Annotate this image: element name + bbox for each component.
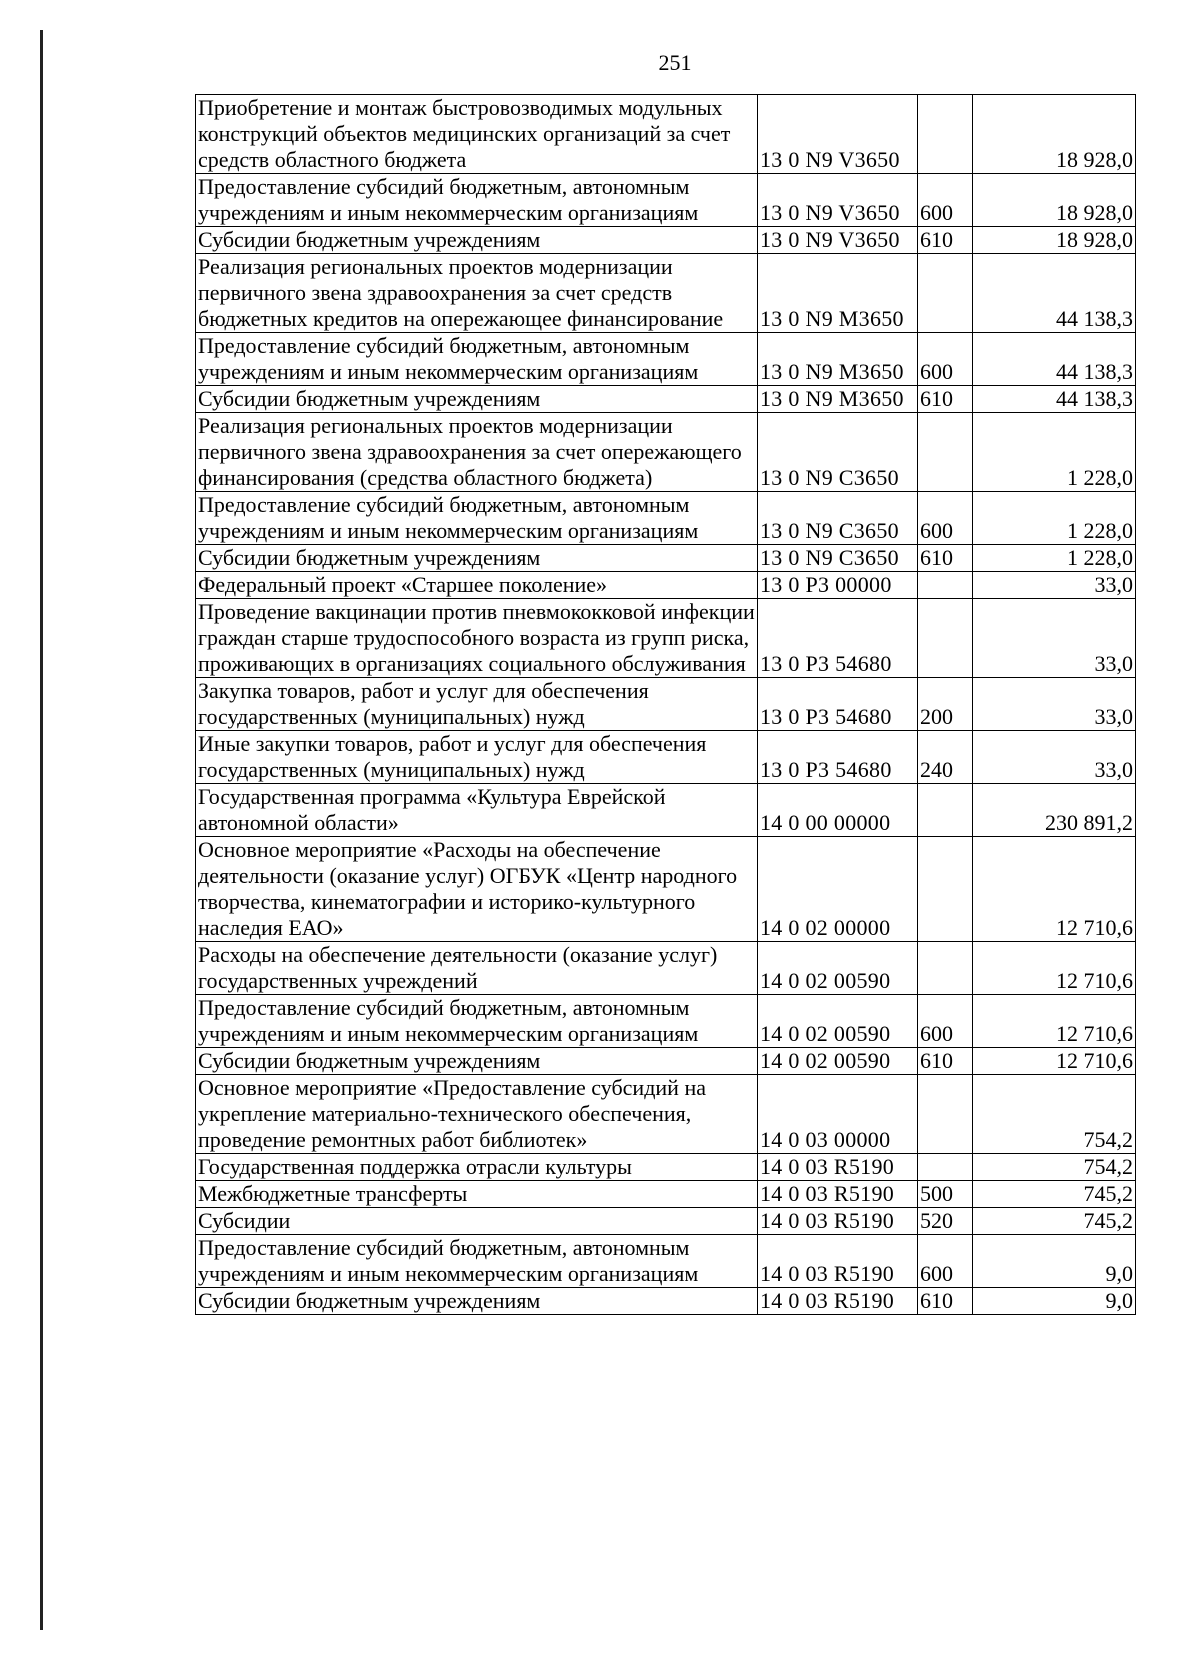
amount-cell: 230 891,2	[973, 784, 1136, 837]
amount-cell: 9,0	[973, 1235, 1136, 1288]
expense-type-cell: 610	[918, 1048, 973, 1075]
expense-type-cell: 610	[918, 227, 973, 254]
target-article-code-cell: 14 0 02 00590	[758, 942, 918, 995]
target-article-code-cell: 13 0 P3 54680	[758, 599, 918, 678]
expense-type-cell: 600	[918, 1235, 973, 1288]
target-article-code-cell: 14 0 03 R5190	[758, 1235, 918, 1288]
target-article-code-cell: 13 0 N9 M3650	[758, 254, 918, 333]
amount-cell: 745,2	[973, 1181, 1136, 1208]
table-row	[196, 942, 1136, 995]
expense-type-cell: 600	[918, 333, 973, 386]
amount-cell: 18 928,0	[973, 227, 1136, 254]
table-row	[196, 1235, 1136, 1288]
binding-margin-line	[40, 30, 43, 1630]
target-article-code-cell: 14 0 03 R5190	[758, 1154, 918, 1181]
expense-type-cell	[918, 1075, 973, 1154]
table-row	[196, 731, 1136, 784]
amount-cell: 33,0	[973, 599, 1136, 678]
expense-type-cell	[918, 95, 973, 174]
table-row	[196, 678, 1136, 731]
expense-name-cell: Предоставление субсидий бюджетным, автономным учреждениям и иным некоммерческим организациям	[196, 1235, 758, 1288]
expense-type-cell	[918, 599, 973, 678]
target-article-code-cell: 13 0 N9 C3650	[758, 545, 918, 572]
target-article-code-cell: 14 0 02 00590	[758, 995, 918, 1048]
expense-type-cell	[918, 413, 973, 492]
table-row	[196, 254, 1136, 333]
expense-type-cell: 600	[918, 174, 973, 227]
expense-name-cell: Проведение вакцинации против пневмококковой инфекции граждан старше трудоспособного возраста из групп риска, проживающих в организациях социального обслуживания	[196, 599, 758, 678]
target-article-code-cell: 14 0 02 00000	[758, 837, 918, 942]
expense-name-cell: Субсидии бюджетным учреждениям	[196, 1048, 758, 1075]
expense-name-cell: Расходы на обеспечение деятельности (оказание услуг) государственных учреждений	[196, 942, 758, 995]
table-row	[196, 1181, 1136, 1208]
table-row	[196, 174, 1136, 227]
table-row	[196, 1048, 1136, 1075]
expense-type-cell	[918, 837, 973, 942]
expense-type-cell: 600	[918, 995, 973, 1048]
amount-cell: 9,0	[973, 1288, 1136, 1315]
expense-name-cell: Основное мероприятие «Предоставление субсидий на укрепление материально-технического обеспечения, проведение ремонтных работ библиотек»	[196, 1075, 758, 1154]
amount-cell: 18 928,0	[973, 174, 1136, 227]
expense-name-cell: Предоставление субсидий бюджетным, автономным учреждениям и иным некоммерческим организациям	[196, 995, 758, 1048]
table-row	[196, 333, 1136, 386]
table-row	[196, 227, 1136, 254]
target-article-code-cell: 13 0 N9 V3650	[758, 95, 918, 174]
target-article-code-cell: 14 0 00 00000	[758, 784, 918, 837]
table-row	[196, 386, 1136, 413]
expense-name-cell: Закупка товаров, работ и услуг для обеспечения государственных (муниципальных) нужд	[196, 678, 758, 731]
expense-name-cell: Субсидии бюджетным учреждениям	[196, 227, 758, 254]
expense-name-cell: Государственная программа «Культура Еврейской автономной области»	[196, 784, 758, 837]
expense-name-cell: Государственная поддержка отрасли культуры	[196, 1154, 758, 1181]
expense-type-cell: 610	[918, 386, 973, 413]
amount-cell: 12 710,6	[973, 1048, 1136, 1075]
expense-type-cell: 200	[918, 678, 973, 731]
expense-name-cell: Субсидии бюджетным учреждениям	[196, 386, 758, 413]
amount-cell: 33,0	[973, 731, 1136, 784]
table-row	[196, 995, 1136, 1048]
page-number: 251	[658, 50, 692, 75]
target-article-code-cell: 13 0 P3 54680	[758, 731, 918, 784]
table-row	[196, 545, 1136, 572]
amount-cell: 745,2	[973, 1208, 1136, 1235]
target-article-code-cell: 14 0 03 R5190	[758, 1208, 918, 1235]
amount-cell: 754,2	[973, 1154, 1136, 1181]
amount-cell: 12 710,6	[973, 942, 1136, 995]
expense-type-cell: 520	[918, 1208, 973, 1235]
amount-cell: 33,0	[973, 572, 1136, 599]
expense-name-cell: Межбюджетные трансферты	[196, 1181, 758, 1208]
expense-type-cell: 600	[918, 492, 973, 545]
target-article-code-cell: 13 0 P3 00000	[758, 572, 918, 599]
table-row	[196, 599, 1136, 678]
expense-type-cell	[918, 254, 973, 333]
amount-cell: 44 138,3	[973, 386, 1136, 413]
expense-type-cell	[918, 1154, 973, 1181]
expense-name-cell: Предоставление субсидий бюджетным, автономным учреждениям и иным некоммерческим организациям	[196, 174, 758, 227]
table-row	[196, 784, 1136, 837]
target-article-code-cell: 13 0 N9 M3650	[758, 386, 918, 413]
table-row	[196, 1288, 1136, 1315]
table-row	[196, 413, 1136, 492]
amount-cell: 1 228,0	[973, 413, 1136, 492]
amount-cell: 754,2	[973, 1075, 1136, 1154]
target-article-code-cell: 13 0 N9 V3650	[758, 227, 918, 254]
expense-type-cell: 240	[918, 731, 973, 784]
expense-type-cell	[918, 784, 973, 837]
table-row	[196, 1075, 1136, 1154]
expense-type-cell: 500	[918, 1181, 973, 1208]
target-article-code-cell: 13 0 N9 V3650	[758, 174, 918, 227]
target-article-code-cell: 13 0 N9 C3650	[758, 413, 918, 492]
budget-table	[195, 94, 1136, 1315]
expense-type-cell: 610	[918, 545, 973, 572]
table-row	[196, 1208, 1136, 1235]
expense-name-cell: Иные закупки товаров, работ и услуг для обеспечения государственных (муниципальных) нужд	[196, 731, 758, 784]
amount-cell: 18 928,0	[973, 95, 1136, 174]
table-row	[196, 95, 1136, 174]
amount-cell: 44 138,3	[973, 254, 1136, 333]
amount-cell: 12 710,6	[973, 837, 1136, 942]
amount-cell: 1 228,0	[973, 492, 1136, 545]
expense-name-cell: Предоставление субсидий бюджетным, автономным учреждениям и иным некоммерческим организациям	[196, 333, 758, 386]
table-row	[196, 492, 1136, 545]
amount-cell: 33,0	[973, 678, 1136, 731]
table-row	[196, 1154, 1136, 1181]
expense-name-cell: Предоставление субсидий бюджетным, автономным учреждениям и иным некоммерческим организациям	[196, 492, 758, 545]
target-article-code-cell: 13 0 N9 M3650	[758, 333, 918, 386]
amount-cell: 1 228,0	[973, 545, 1136, 572]
expense-name-cell: Субсидии бюджетным учреждениям	[196, 545, 758, 572]
expense-name-cell: Федеральный проект «Старшее поколение»	[196, 572, 758, 599]
expense-type-cell	[918, 572, 973, 599]
expense-name-cell: Реализация региональных проектов модернизации первичного звена здравоохранения за счет средств бюджетных кредитов на опережающее финансирование	[196, 254, 758, 333]
expense-name-cell: Основное мероприятие «Расходы на обеспечение деятельности (оказание услуг) ОГБУК «Центр народного творчества, кинематографии и историко-культурного наследия ЕАО»	[196, 837, 758, 942]
expense-type-cell	[918, 942, 973, 995]
table-row	[196, 837, 1136, 942]
target-article-code-cell: 13 0 P3 54680	[758, 678, 918, 731]
expense-name-cell: Приобретение и монтаж быстровозводимых модульных конструкций объектов медицинских организаций за счет средств областного бюджета	[196, 95, 758, 174]
target-article-code-cell: 14 0 03 00000	[758, 1075, 918, 1154]
target-article-code-cell: 14 0 03 R5190	[758, 1181, 918, 1208]
expense-name-cell: Реализация региональных проектов модернизации первичного звена здравоохранения за счет опережающего финансирования (средства областного бюджета)	[196, 413, 758, 492]
budget-table-body	[196, 95, 1136, 1315]
amount-cell: 12 710,6	[973, 995, 1136, 1048]
target-article-code-cell: 13 0 N9 C3650	[758, 492, 918, 545]
expense-name-cell: Субсидии	[196, 1208, 758, 1235]
table-row	[196, 572, 1136, 599]
expense-name-cell: Субсидии бюджетным учреждениям	[196, 1288, 758, 1315]
target-article-code-cell: 14 0 02 00590	[758, 1048, 918, 1075]
expense-type-cell: 610	[918, 1288, 973, 1315]
target-article-code-cell: 14 0 03 R5190	[758, 1288, 918, 1315]
amount-cell: 44 138,3	[973, 333, 1136, 386]
